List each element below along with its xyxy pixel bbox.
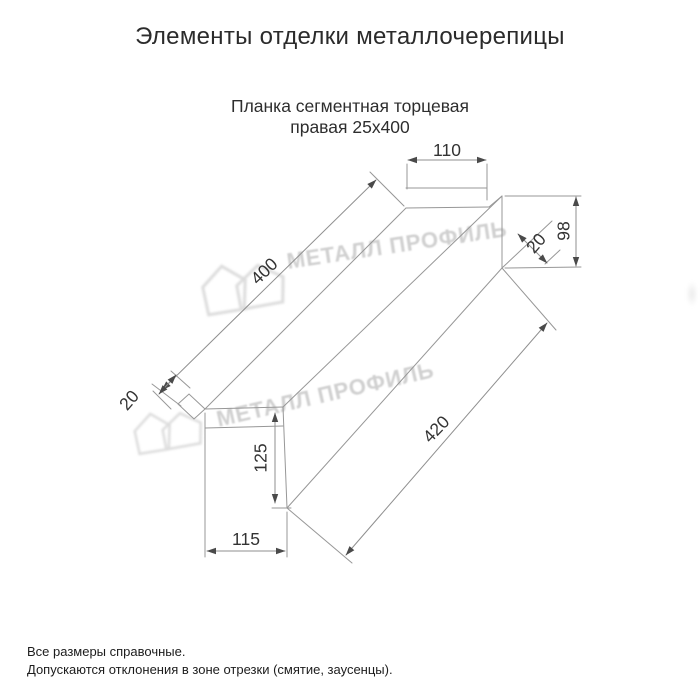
edge-right-end-top bbox=[406, 207, 489, 208]
ext-400-upper bbox=[370, 172, 404, 206]
edge-flange-right-long bbox=[283, 196, 502, 407]
dimline-400 bbox=[162, 180, 376, 390]
ext-98-bottom bbox=[505, 267, 581, 268]
ext-20-right bbox=[545, 250, 560, 264]
subtitle-line-1: Планка сегментная торцевая bbox=[230, 96, 470, 116]
dimension-lines bbox=[159, 160, 576, 555]
dim-20-right-label: 20 bbox=[522, 229, 550, 258]
dimension-labels bbox=[115, 140, 574, 549]
page-title: Элементы отделки металлочерепицы bbox=[135, 23, 565, 50]
dim-20-left-label: 20 bbox=[115, 386, 143, 415]
part-outline bbox=[178, 188, 552, 508]
subtitle-line-2: правая 25х400 bbox=[290, 117, 410, 137]
footnotes bbox=[27, 643, 393, 678]
edge-left-end-top bbox=[205, 407, 283, 409]
dimline-420 bbox=[346, 323, 547, 555]
footnote-line-1: Все размеры справочные. bbox=[27, 644, 186, 659]
footnote-line-2: Допускаются отклонения в зоне отрезки (смятие, заусенцы). bbox=[27, 661, 393, 677]
dim-98-label: 98 bbox=[553, 221, 574, 241]
ext-420-lower bbox=[287, 508, 352, 563]
ext-20-left-b bbox=[153, 391, 171, 409]
dim-110-label: 110 bbox=[433, 140, 461, 160]
scan-artifact bbox=[686, 281, 698, 307]
edge-right-end-bend bbox=[489, 196, 502, 207]
edge-left-end-tab bbox=[178, 394, 205, 419]
edge-bottom-long bbox=[287, 268, 502, 508]
watermark-label: МЕТАЛЛ ПРОФИЛЬ bbox=[214, 357, 437, 432]
edge-flange-left-long bbox=[205, 208, 406, 409]
ext-20-left-a bbox=[171, 371, 190, 388]
dim-420-label: 420 bbox=[418, 411, 454, 447]
ext-420-upper bbox=[502, 268, 556, 330]
dim-400-label: 400 bbox=[246, 253, 282, 289]
extension-lines bbox=[152, 164, 581, 563]
edge-left-end-fold bbox=[205, 426, 283, 428]
dim-115-label: 115 bbox=[232, 529, 260, 549]
dim-125-label: 125 bbox=[250, 443, 271, 473]
edge-left-end-vertical bbox=[283, 407, 287, 508]
dimline-20-left bbox=[159, 375, 176, 394]
watermark-label: МЕТАЛЛ ПРОФИЛЬ bbox=[285, 216, 509, 274]
